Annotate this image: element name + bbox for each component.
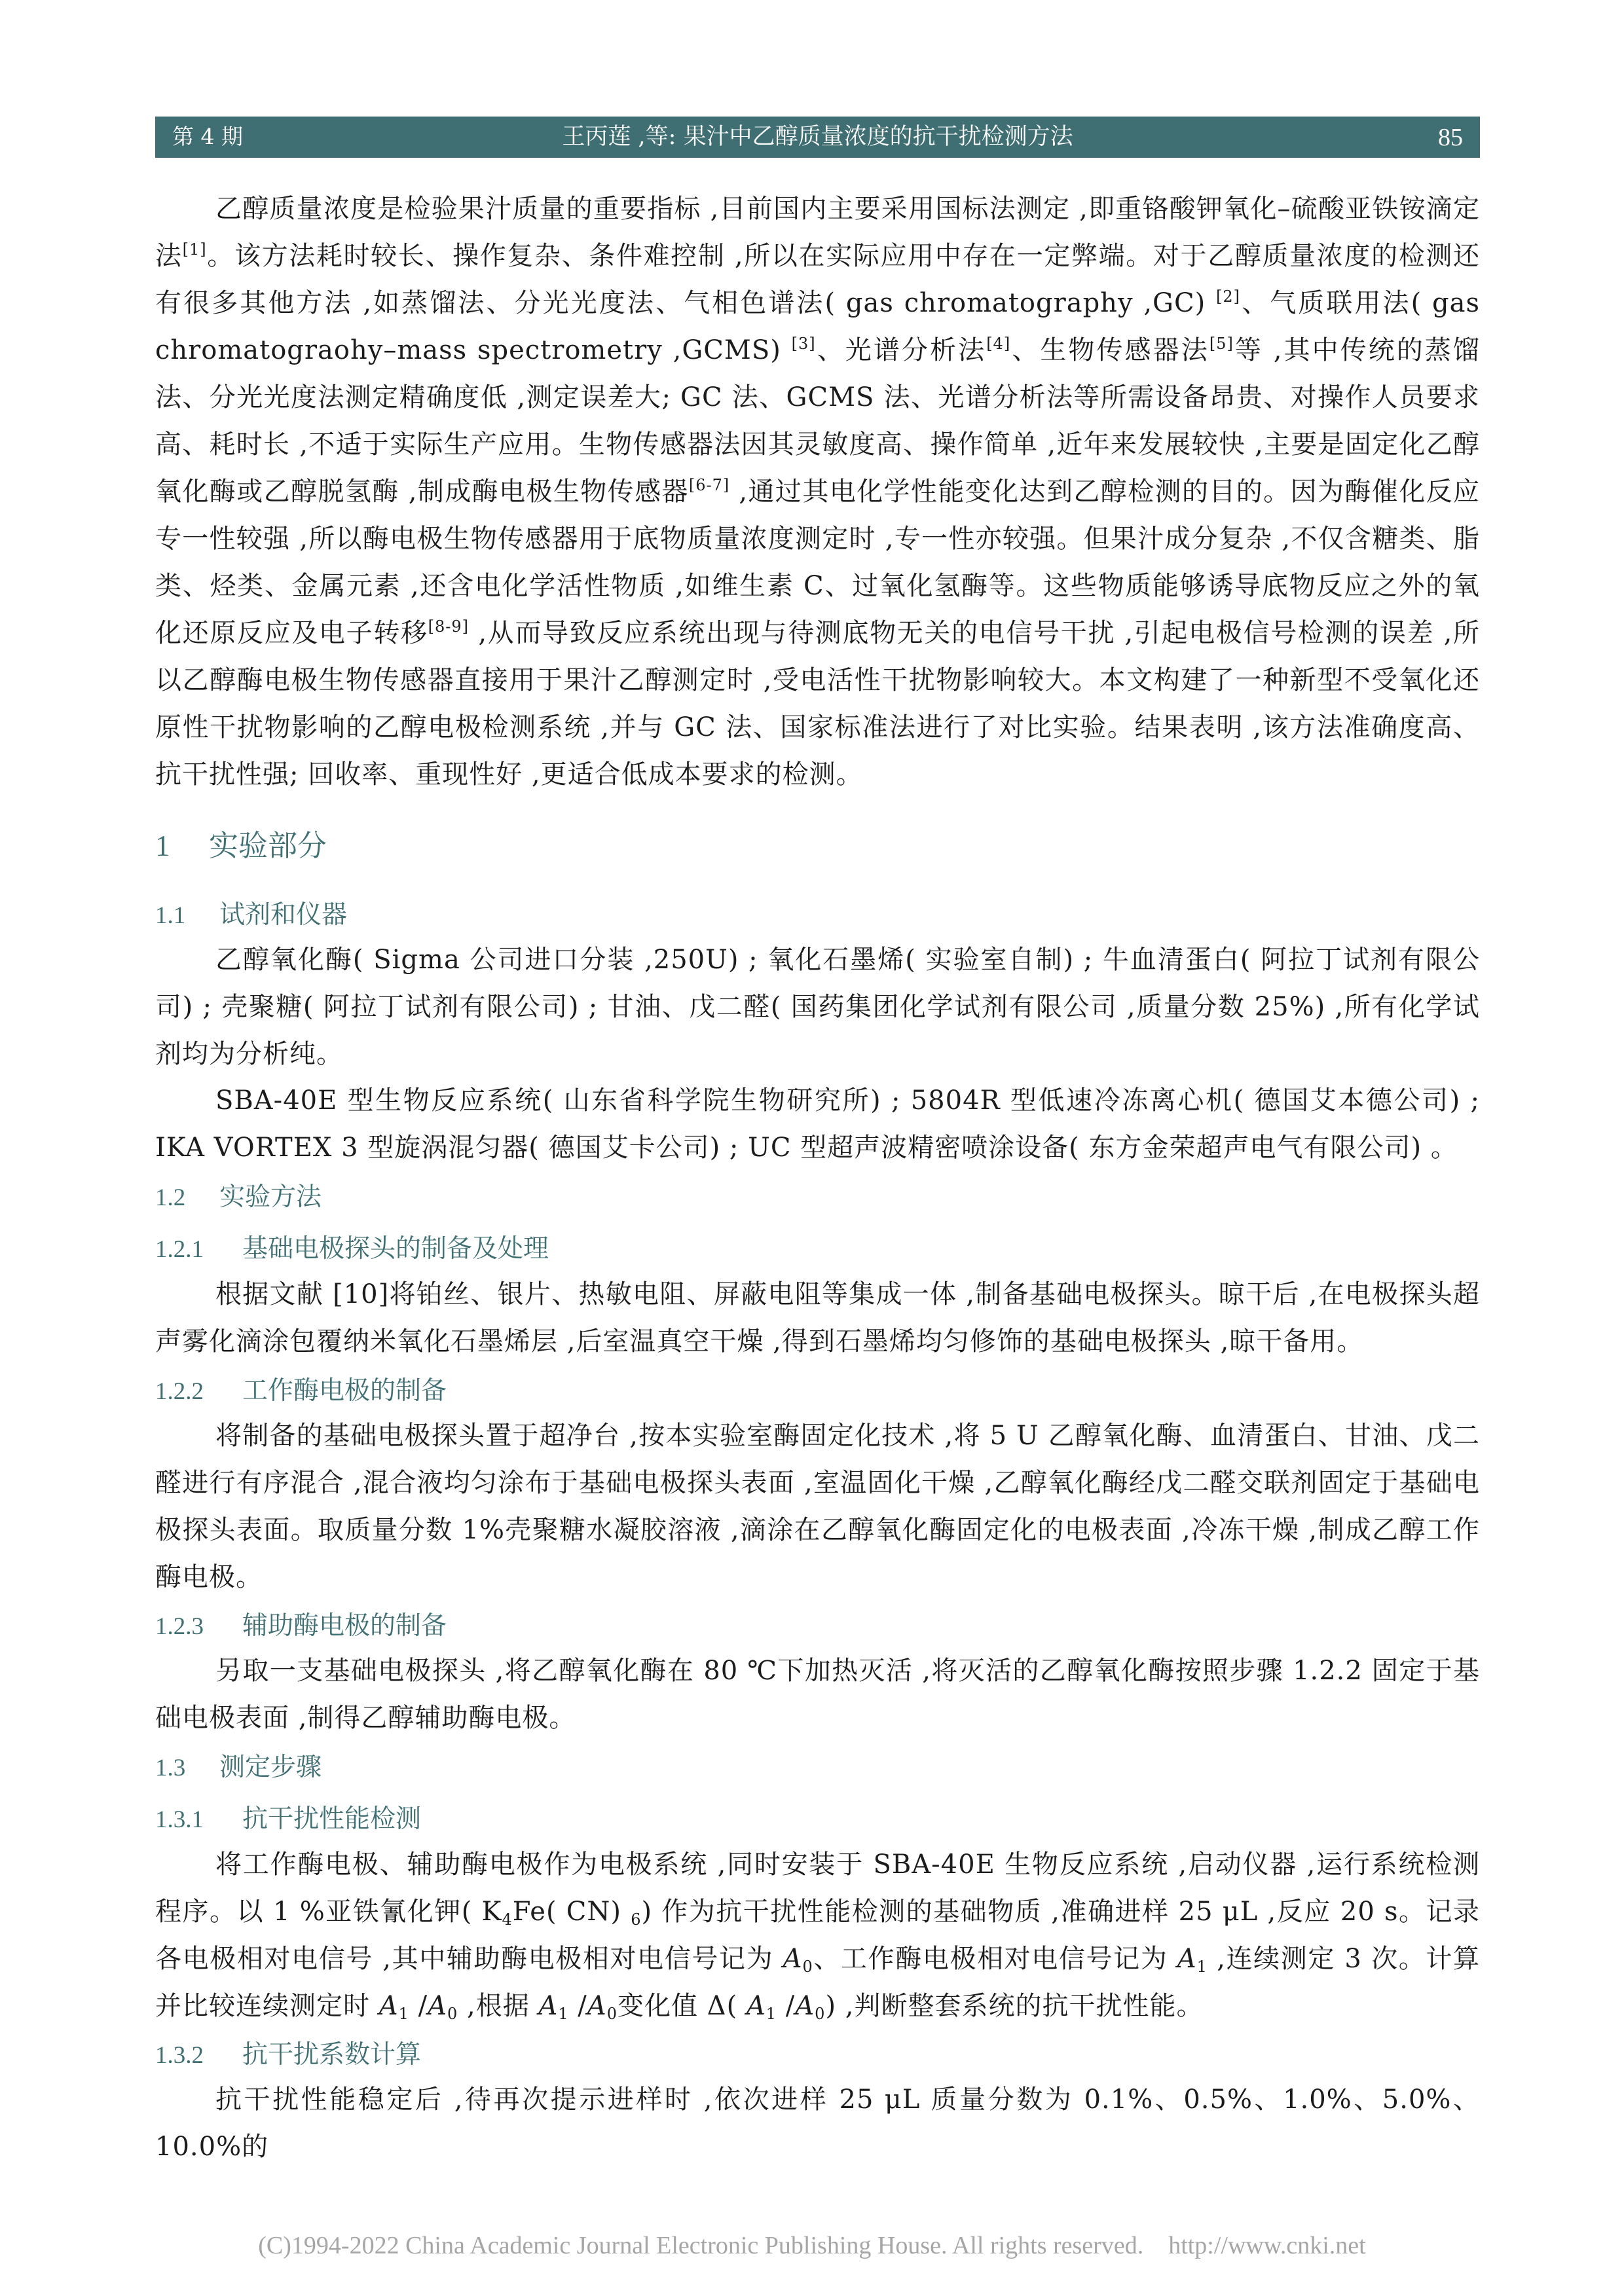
issue-number: 第 4 期 xyxy=(172,124,243,149)
citation[interactable]: [6-7] xyxy=(688,476,730,494)
aux-electrode-paragraph: 另取一支基础电极探头 ,将乙醇氧化酶在 80 ℃下加热灭活 ,将灭活的乙醇氧化酶按照步骤 1.2.2 固定于基础电极表面 ,制得乙醇辅助酶电极。 xyxy=(155,1656,1480,1733)
section-heading-1-3-2: 1.3.2 抗干扰系数计算 xyxy=(155,2040,422,2069)
citation[interactable]: [2] xyxy=(1216,287,1241,306)
section-heading-1-2-3: 1.2.3 辅助酶电极的制备 xyxy=(155,1611,447,1641)
anti-interference-paragraph: 将工作酶电极、辅助酶电极作为电极系统 ,同时安装于 SBA-40E 生物反应系统 ,启动仪器 ,运行系统检测程序。以 1 %亚铁氰化钾( $K_4Fe$( CN) $_6$) 作为抗干扰性能检测的基础物质 ,准确进样 25 μL ,反应 20 s。记录各电极相对电信号 ,其中辅助酶电极相对电信号记为 $A_0$、工作酶电极相对电信号记为 $A_1$ ,连续测定 3 次。计算并比较连续测定时 $A_1$ $/A_0$ ,根据 $A_1$ $/A_0$变化值 Δ( $A_1$ $/A_0$) ,判断整套系统的抗干扰性能。 xyxy=(155,1850,1481,2023)
section-heading-1-3: 1.3 测定步骤 xyxy=(155,1753,322,1782)
citation[interactable]: [3] xyxy=(791,335,816,353)
instruments-paragraph: SBA-40E 型生物反应系统( 山东省科学院生物研究所) ; 5804R 型低速冷冻离心机( 德国艾本德公司) ; IKA VORTEX 3 型旋涡混匀器( 德国艾卡公司) ; UC 型超声波精密喷涂设备( 东方金荣超声电气有限公司) 。 xyxy=(155,1085,1480,1163)
section-heading-1-2: 1.2 实验方法 xyxy=(155,1182,322,1212)
section-heading-1-1: 1.1 试剂和仪器 xyxy=(155,900,348,930)
section-heading-1-2-2: 1.2.2 工作酶电极的制备 xyxy=(155,1376,447,1406)
citation[interactable]: [1] xyxy=(182,240,207,259)
page-number: 85 xyxy=(1438,124,1463,151)
citation[interactable]: [8-9] xyxy=(428,617,470,636)
running-header xyxy=(155,117,1480,158)
citation[interactable]: [4] xyxy=(986,335,1011,353)
copyright-footer: (C)1994-2022 China Academic Journal Electronic Publishing House. All rights reserved. http://www.cnki.net xyxy=(258,2232,1366,2259)
section-heading-1: 1 实验部分 xyxy=(155,828,327,863)
section-heading-1-2-1: 1.2.1 基础电极探头的制备及处理 xyxy=(155,1234,549,1264)
working-electrode-paragraph: 将制备的基础电极探头置于超净台 ,按本实验室酶固定化技术 ,将 5 U 乙醇氧化酶、血清蛋白、甘油、戊二醛进行有序混合 ,混合液均匀涂布于基础电极探头表面 ,室温固化干燥 ,乙醇氧化酶经戊二醛交联剂固定于基础电极探头表面。取质量分数 1%壳聚糖水凝胶溶液 ,滴涂在乙醇氧化酶固定化的电极表面 ,冷冻干燥 ,制成乙醇工作酶电极。 xyxy=(155,1421,1480,1592)
reagents-paragraph: 乙醇氧化酶( Sigma 公司进口分装 ,250U) ; 氧化石墨烯( 实验室自制) ; 牛血清蛋白( 阿拉丁试剂有限公司) ; 壳聚糖( 阿拉丁试剂有限公司) ; 甘油、戊二醛( 国药集团化学试剂有限公司 ,质量分数 25%) ,所有化学试剂均为分析纯。 xyxy=(155,945,1480,1069)
citation[interactable]: [5] xyxy=(1209,335,1234,353)
running-title: 王丙莲 ,等: 果汁中乙醇质量浓度的抗干扰检测方法 xyxy=(562,124,1073,150)
section-heading-1-3-1: 1.3.1 抗干扰性能检测 xyxy=(155,1804,422,1834)
coefficient-paragraph: 抗干扰性能稳定后 ,待再次提示进样时 ,依次进样 25 μL 质量分数为 0.1%、0.5%、1.0%、5.0%、10.0%的 xyxy=(155,2085,1480,2162)
intro-paragraph: 乙醇质量浓度是检验果汁质量的重要指标 ,目前国内主要采用国标法测定 ,即重铬酸钾氧化–硫酸亚铁铵滴定法[1]。该方法耗时较长、操作复杂、条件难控制 ,所以在实际应用中存在一定弊端。对于乙醇质量浓度的检测还有很多其他方法 ,如蒸馏法、分光光度法、气相色谱法( gas chromatography ,GC) [2]、气质联用法( gas chromatograohy–mass spectrometry ,GCMS) [3]、光谱分析法[4]、生物传感器法[5]等 ,其中传统的蒸馏法、分光光度法测定精确度低 ,测定误差大; GC 法、GCMS 法、光谱分析法等所需设备昂贵、对操作人员要求高、耗时长 ,不适于实际生产应用。生物传感器法因其灵敏度高、操作简单 ,近年来发展较快 ,主要是固定化乙醇氧化酶或乙醇脱氢酶 ,制成酶电极生物传感器[6-7] ,通过其电化学性能变化达到乙醇检测的目的。因为酶催化反应专一性较强 ,所以酶电极生物传感器用于底物质量浓度测定时 ,专一性亦较强。但果汁成分复杂 ,不仅含糖类、脂类、烃类、金属元素 ,还含电化学活性物质 ,如维生素 C、过氧化氢酶等。这些物质能够诱导底物反应之外的氧化还原反应及电子转移[8-9] ,从而导致反应系统出现与待测底物无关的电信号干扰 ,引起电极信号检测的误差 ,所以乙醇酶电极生物传感器直接用于果汁乙醇测定时 ,受电活性干扰物影响较大。本文构建了一种新型不受氧化还原性干扰物影响的乙醇电极检测系统 ,并与 GC 法、国家标准法进行了对比实验。结果表明 ,该方法准确度高、抗干扰性强; 回收率、重现性好 ,更适合低成本要求的检测。 xyxy=(155,194,1481,790)
base-electrode-paragraph: 根据文献 [10]将铂丝、银片、热敏电阻、屏蔽电阻等集成一体 ,制备基础电极探头。晾干后 ,在电极探头超声雾化滴涂包覆纳米氧化石墨烯层 ,后室温真空干燥 ,得到石墨烯均匀修饰的基础电极探头 ,晾干备用。 xyxy=(155,1279,1480,1357)
